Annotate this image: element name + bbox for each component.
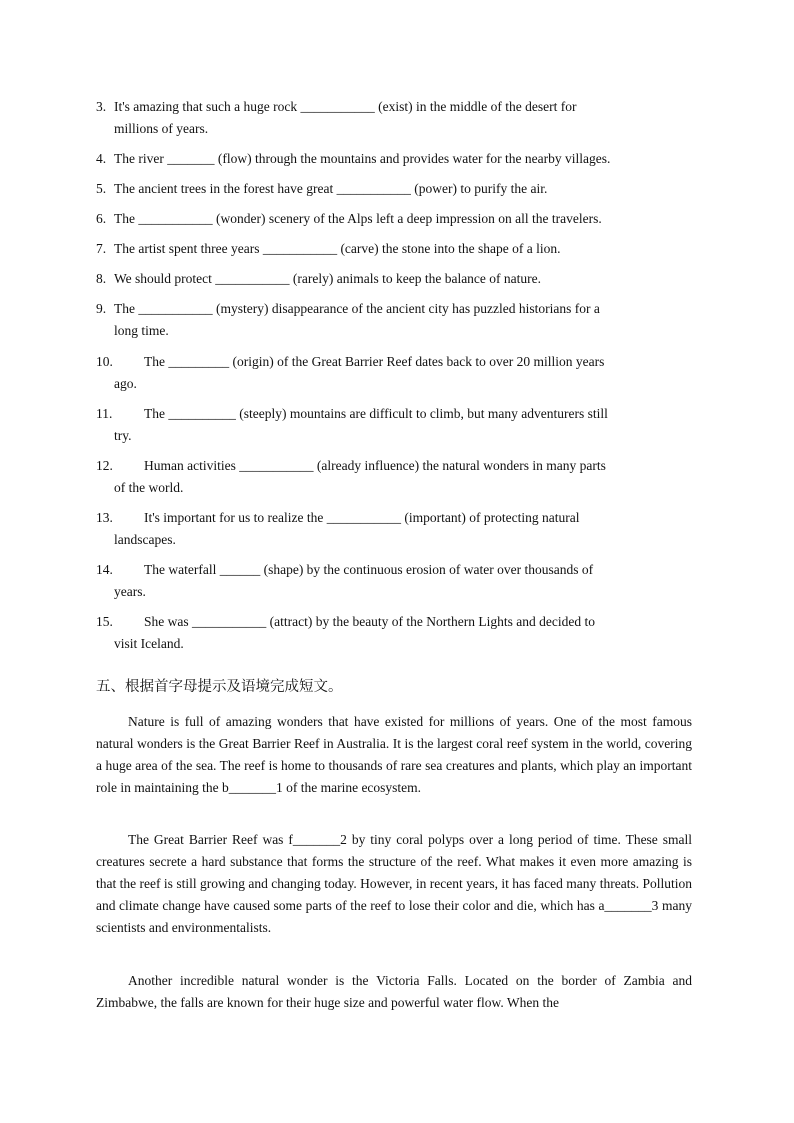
question-number: 8. (96, 271, 107, 286)
question-continuation: years. (114, 584, 146, 599)
question-number: 13. (96, 510, 113, 525)
question-5 (96, 178, 690, 200)
question-number: 15. (96, 614, 113, 629)
question-continuation: ago. (114, 376, 137, 391)
question-text: The ___________ (wonder) scenery of the Alps left a deep impression on all the travelers. (114, 211, 602, 226)
question-text: The river _______ (flow) through the mountains and provides water for the nearby villages. (114, 151, 611, 166)
question-text: We should protect ___________ (rarely) animals to keep the balance of nature. (114, 271, 542, 286)
question-continuation: millions of years. (114, 121, 209, 136)
question-number: 14. (96, 562, 113, 577)
question-number: 7. (96, 241, 107, 256)
question-text: The _________ (origin) of the Great Barrier Reef dates back to over 20 million years (144, 354, 605, 369)
question-text: It's amazing that such a huge rock ___________ (exist) in the middle of the desert for (114, 99, 577, 114)
passage-paragraph-2: The Great Barrier Reef was f_______2 by tiny coral polyps over a long period of time. These small creatures secrete a hard substance that forms the structure of the reef. What makes it even more amazing is that the reef is still growing and changing today. However, in recent years, it has faced many threats. Pollution and climate change have caused some parts of the reef to lose their color and die, which has a_______3 many scientists and environmentalists. (96, 832, 692, 935)
question-4 (96, 148, 690, 170)
question-continuation: landscapes. (114, 532, 176, 547)
question-number: 6. (96, 211, 107, 226)
question-number: 9. (96, 301, 107, 316)
question-number: 10. (96, 354, 113, 369)
question-text: The ___________ (mystery) disappearance of the ancient city has puzzled historians for a (114, 301, 600, 316)
passage-paragraph-3: Another incredible natural wonder is the Victoria Falls. Located on the border of Zambia and Zimbabwe, the falls are known for their huge size and powerful water flow. When the (96, 973, 692, 1010)
question-number: 3. (96, 99, 107, 114)
question-text: It's important for us to realize the ___________ (important) of protecting natural (144, 510, 580, 525)
question-text: Human activities ___________ (already influence) the natural wonders in many parts (144, 458, 606, 473)
question-14 (96, 559, 690, 603)
question-11 (96, 403, 690, 447)
passage-paragraph-1: Nature is full of amazing wonders that have existed for millions of years. One of the most famous natural wonders is the Great Barrier Reef in Australia. It is the largest coral reef system in the world, covering a huge area of the sea. The reef is home to thousands of rare sea creatures and plants, which play an important role in maintaining the b_______1 of the marine ecosystem. (96, 714, 692, 795)
question-number: 4. (96, 151, 107, 166)
question-7 (96, 238, 690, 260)
question-text: The __________ (steeply) mountains are difficult to climb, but many adventurers still (144, 406, 608, 421)
question-6 (96, 208, 690, 230)
question-text: She was ___________ (attract) by the beauty of the Northern Lights and decided to (144, 614, 596, 629)
question-9 (96, 298, 690, 342)
section-heading: 五、根据首字母提示及语境完成短文。 (96, 679, 343, 695)
question-3 (96, 96, 690, 140)
question-text: The ancient trees in the forest have great ___________ (power) to purify the air. (114, 181, 548, 196)
question-continuation: long time. (114, 323, 169, 338)
question-continuation: of the world. (114, 480, 184, 495)
question-number: 11. (96, 406, 113, 421)
question-text: The waterfall ______ (shape) by the continuous erosion of water over thousands of (144, 562, 594, 577)
question-12 (96, 455, 690, 499)
question-15 (96, 611, 690, 655)
question-continuation: try. (114, 428, 132, 443)
question-8 (96, 268, 690, 290)
question-10 (96, 351, 690, 395)
question-text: The artist spent three years ___________ (carve) the stone into the shape of a lion. (114, 241, 561, 256)
question-number: 12. (96, 458, 113, 473)
question-number: 5. (96, 181, 107, 196)
question-continuation: visit Iceland. (114, 636, 184, 651)
question-13 (96, 507, 690, 551)
